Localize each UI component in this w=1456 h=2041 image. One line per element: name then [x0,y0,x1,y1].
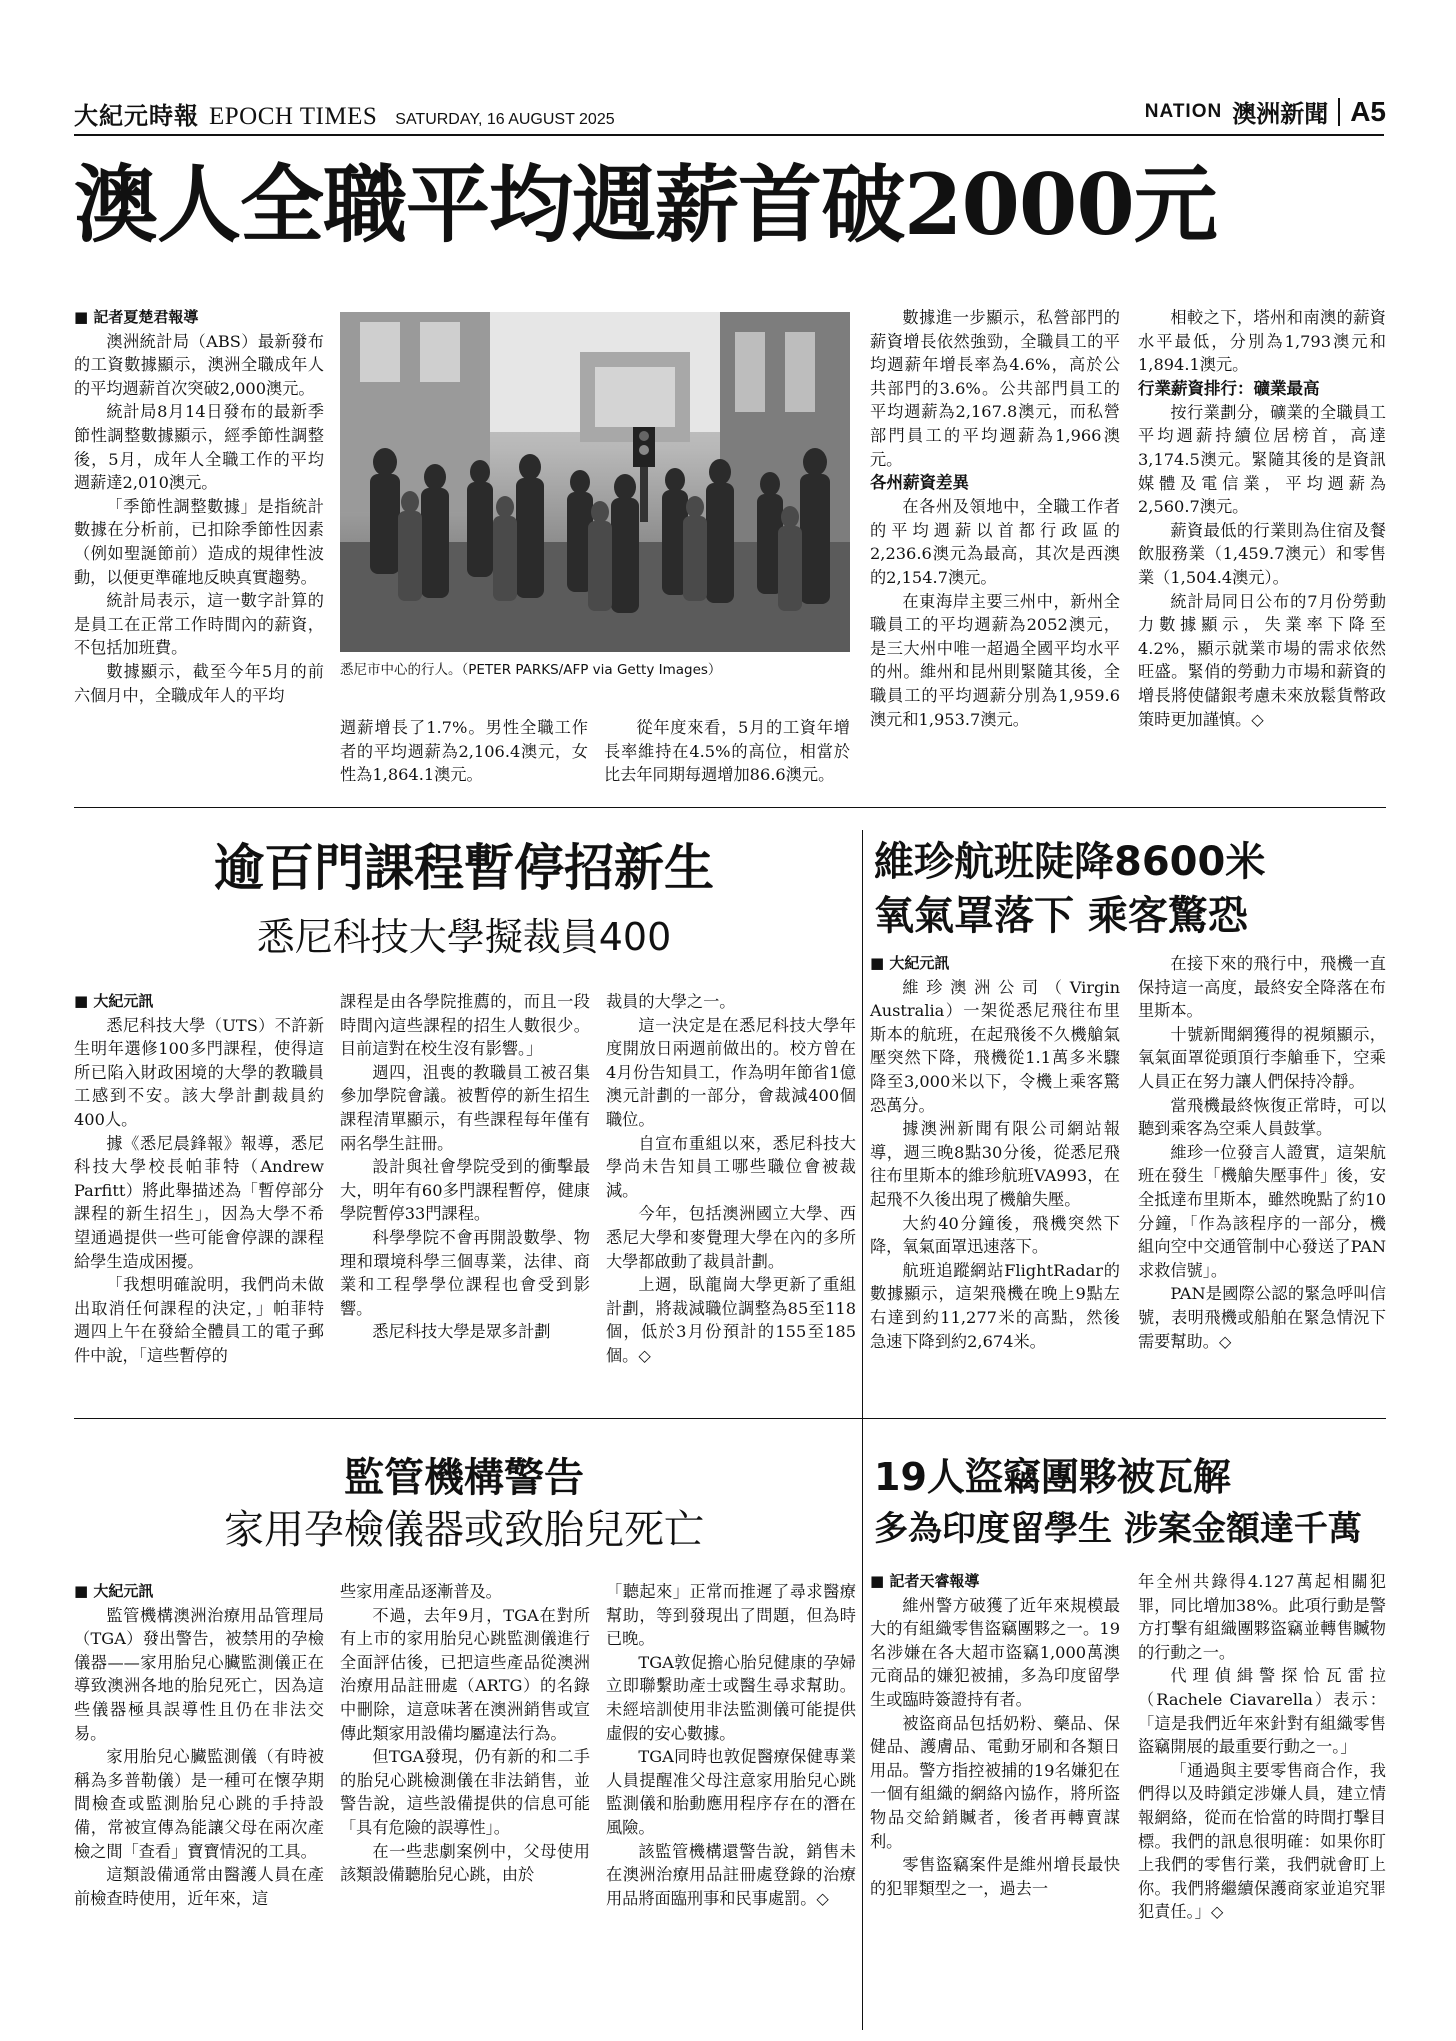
paragraph: 「季節性調整數據」是指統計數據在分析前，已扣除季節性因素（例如聖誕節前）造成的規律性波動，以便更準確地反映真實趨勢。 [74,496,324,587]
paragraph: 悉尼科技大學是眾多計劃 [372,1322,551,1342]
section-header [1145,94,1386,129]
paragraph: 數據進一步顯示，私營部門的薪資增長依然強勁，全職員工的平均週薪年增長率為4.6%，高於公共部門的3.6%。公共部門員工的平均週薪為2,167.8澳元，而私營部門員工的平均週薪為1,966澳元。 [870,308,1120,469]
section-name-english: NATION [1144,100,1223,122]
virgin-headline-line-2: 氧氣罩落下 乘客驚恐 [874,893,1248,939]
virgin-byline: ■ 大紀元訊 [870,952,1120,976]
paragraph: 「聽起來」正常而推遲了尋求醫療幫助，等到發現出了問題，但為時已晚。 [606,1582,856,1649]
paragraph: 統計局表示，這一數字計算的是員工在正常工作時間內的薪資，不包括加班費。 [74,591,324,658]
paragraph: 據《悉尼晨鋒報》報導，悉尼科技大學校長帕菲特（Andrew Parfitt）將此舉描述為「暫停部分課程的新生招生」，因為大學不希望通過提供一些可能會停課的課程給學生造成困擾。 [74,1133,324,1271]
paragraph: 在一些悲劇案例中，父母使用該類設備聽胎兒心跳，由於 [340,1841,590,1885]
uts-subheadline: 悉尼科技大學擬裁員400 [256,915,672,959]
paragraph: 薪資最低的行業則為住宿及餐飲服務業（1,459.7澳元）和零售業（1,504.4澳元）。 [1138,520,1386,587]
column-divider [862,1440,863,2030]
paragraph: 航班追蹤網站FlightRadar的數據顯示，這架飛機在晚上9點左右達到約11,277米的高點，然後急速下降到約2,674米。 [870,1260,1120,1351]
paragraph: 些家用產品逐漸普及。 [340,1582,502,1601]
section-rule [74,807,1386,808]
paragraph: 但TGA發現，仍有新的和二手的胎兒心跳檢測儀在非法銷售，並警告說，這些設備提供的信息可能「具有危險的誤導性」。 [340,1747,590,1837]
paragraph: 統計局8月14日發布的最新季節性調整數據顯示，經季節性調整後，5月，成年人全職工作的平均週薪達2,010澳元。 [74,402,324,493]
paragraph: 自宣布重組以來，悉尼科技大學尚未告知員工哪些職位會被裁減。 [606,1133,856,1200]
paragraph: 這類設備通常由醫護人員在產前檢查時使用，近年來，這 [74,1865,324,1908]
uts-column-3 [606,990,856,1368]
issue-date: SATURDAY, 16 AUGUST 2025 [395,111,615,128]
lead-column-5 [1138,306,1386,731]
uts-headline: 逾百門課程暫停招新生 [214,839,714,897]
paragraph: 今年，包括澳洲國立大學、西悉尼大學和麥覺理大學在內的多所大學都啟動了裁員計劃。 [606,1204,856,1271]
paragraph: 不過，去年9月，TGA在對所有上市的家用胎兒心跳監測儀進行全面評估後，已把這些產品從澳洲治療用品註冊處（ARTG）的名錄中刪除，這意味著在澳洲銷售或宣傳此類家用設備均屬違法行為。 [340,1605,590,1743]
paragraph: 零售盜竊案件是維州增長最快的犯罪類型之一，過去一 [870,1855,1120,1898]
paragraph: 該監管機構還警告說，銷售未在澳洲治療用品註冊處登錄的治療用品將面臨刑事和民事處罰。◇ [606,1841,856,1908]
theft-headline-line-2: 多為印度留學生 涉案金額達千萬 [874,1509,1362,1549]
uts-byline: ■ 大紀元訊 [74,990,324,1014]
paragraph: 被盜商品包括奶粉、藥品、保健品、護膚品、電動牙刷和各類日用品。警方指控被捕的19名嫌犯在一個有組織的網絡內協作，將所盜物品交給銷贓者，後者再轉賣謀利。 [870,1713,1120,1851]
lead-column-2 [340,716,588,787]
paragraph: 澳洲統計局（ABS）最新發布的工資數據顯示，澳洲全職成年人的平均週薪首次突破2,000澳元。 [74,331,324,398]
lead-column-4 [870,306,1120,731]
paragraph: 相較之下，塔州和南澳的薪資水平最低，分別為1,793澳元和1,894.1澳元。 [1138,308,1386,375]
lead-column-1 [74,306,324,707]
paragraph: 數據顯示，截至今年5月的前六個月中，全職成年人的平均 [74,661,324,705]
page-number: A5 [1350,95,1386,127]
paragraph: 悉尼科技大學（UTS）不許新生明年選修100多門課程，使得這所已陷入財政困境的大學的教職員工感到不安。該大學計劃裁員約400人。 [74,1015,324,1129]
paragraph: 維珍澳洲公司（Virgin Australia）一架從悉尼飛往布里斯本的航班，在起飛後不久機艙氣壓突然下降，飛機從1.1萬多米驟降至3,000米以下，令機上乘客驚恐萬分。 [870,977,1120,1115]
paragraph: 在各州及領地中，全職工作者的平均週薪以首都行政區的2,236.6澳元為最高，其次是西澳的2,154.7澳元。 [870,497,1120,587]
lead-column-3 [604,716,850,787]
uts-column-1 [74,990,324,1368]
section-name-chinese: 澳洲新聞 [1232,100,1329,128]
tga-byline: ■ 大紀元訊 [74,1580,324,1604]
paragraph: 統計局同日公布的7月份勞動力數據顯示，失業率下降至4.2%，顯示就業市場的需求依然旺盛。緊俏的勞動力市場和薪資的增長將使儲銀考慮未來放鬆貨幣政策時更加謹慎。◇ [1138,591,1386,729]
paragraph: TGA同時也敦促醫療保健專業人員提醒准父母注意家用胎兒心跳監測儀和胎動應用程序存在的潛在風險。 [606,1747,856,1837]
paragraph: 上週，臥龍崗大學更新了重組計劃，將裁減職位調整為85至118個，低於3月份預計的155至185個。◇ [606,1275,856,1365]
paragraph: 週四，沮喪的教職員工被召集參加學院會議。被暫停的新生招生課程清單顯示，有些課程每年僅有兩名學生註冊。 [340,1062,590,1153]
paragraph: 監管機構澳洲治療用品管理局（TGA）發出警告，被禁用的孕檢儀器——家用胎兒心臟監測儀正在導致澳洲各地的胎兒死亡，因為這些儀器極具誤導性且仍在非法交易。 [74,1605,324,1743]
paragraph: 「我想明確說明，我們尚未做出取消任何課程的決定，」帕菲特週四上午在發給全體員工的電子郵件中說，「這些暫停的 [74,1275,324,1365]
column-divider [862,830,863,1442]
subheading-state-wages: 各州薪資差異 [870,473,969,493]
paragraph: 週薪增長了1.7%。男性全職工作者的平均週薪為2,106.4澳元，女性為1,864.1澳元。 [340,718,588,785]
paragraph: 家用胎兒心臟監測儀（有時被稱為多普勒儀）是一種可在懷孕期間檢查或監測胎兒心跳的手持設備，常被宣傳為能讓父母在兩次產檢之間「查看」寶寶情況的工具。 [74,1747,324,1861]
paragraph: 十號新聞網獲得的視頻顯示，氧氣面罩從頭頂行李艙垂下，空乘人員正在努力讓人們保持冷靜。 [1138,1024,1386,1091]
paragraph: 代理偵緝警探恰瓦雷拉（Rachele Ciavarella）表示：「這是我們近年來針對有組織零售盜竊開展的最重要行動之一。」 [1138,1666,1386,1757]
virgin-column-2 [1138,952,1386,1353]
masthead [74,96,615,128]
tga-headline-line-1: 監管機構警告 [344,1455,584,1501]
paragraph: 維州警方破獲了近年來規模最大的有組織零售盜竊團夥之一。19名涉嫌在各大超市盜竊1,000萬澳元商品的嫌犯被捕，多為印度留學生或臨時簽證持有者。 [870,1595,1120,1709]
subheading-industry-wages: 行業薪資排行：礦業最高 [1138,378,1320,398]
paragraph: 裁員的大學之一。 [606,992,736,1011]
paragraph: 在接下來的飛行中，飛機一直保持這一高度，最終安全降落在布里斯本。 [1138,954,1386,1021]
tga-headline-line-2: 家用孕檢儀器或致胎兒死亡 [224,1507,704,1553]
news-photo-pedestrians [340,312,850,652]
tga-column-2 [340,1580,590,1887]
paragraph: 課程是由各學院推薦的，而且一段時間內這些課程的招生人數很少。目前這對在校生沒有影響。」 [340,992,590,1059]
theft-headline-line-1: 19人盜竊團夥被瓦解 [874,1455,1231,1499]
paragraph: 設計與社會學院受到的衝擊最大，明年有60多門課程暫停，健康學院暫停33門課程。 [340,1157,590,1224]
virgin-column-1 [870,952,1120,1353]
section-divider [1338,98,1340,126]
tga-column-1 [74,1580,324,1910]
paragraph: 從年度來看，5月的工資年增長率維持在4.5%的高位，相當於比去年同期每週增加86.6澳元。 [604,718,850,785]
logo-english: EPOCH TIMES [209,103,378,130]
logo-chinese: 大紀元時報 [74,101,199,130]
paragraph: PAN是國際公認的緊急呼叫信號，表明飛機或船舶在緊急情況下需要幫助。◇ [1138,1284,1386,1351]
lead-headline: 澳人全職平均週薪首破2000元 [74,155,1217,254]
paragraph: 據澳洲新聞有限公司網站報導，週三晚8點30分後，從悉尼飛往布里斯本的維珍航班VA993，在起飛不久後出現了機艙失壓。 [870,1119,1120,1209]
photo-caption: 悉尼市中心的行人。（PETER PARKS/AFP via Getty Images） [340,662,722,678]
paragraph: 大約40分鐘後，飛機突然下降，氧氣面罩迅速落下。 [870,1213,1120,1257]
theft-column-2 [1138,1570,1386,1924]
paragraph: 在東海岸主要三州中，新州全職員工的平均週薪為2052澳元，是三大州中唯一超過全國平均水平的州。維州和昆州則緊隨其後，全職員工的平均週薪分別為1,959.6澳元和1,953.7澳元。 [870,591,1120,729]
masthead-rule [74,134,1384,136]
uts-column-2 [340,990,590,1344]
paragraph: TGA敦促擔心胎兒健康的孕婦立即聯繫助產士或醫生尋求幫助。未經培訓使用非法監測儀可能提供虛假的安心數據。 [606,1652,856,1743]
lead-byline: ■ 記者夏楚君報導 [74,306,324,330]
paragraph: 「通過與主要零售商合作，我們得以及時鎖定涉嫌人員，建立情報網絡，從而在恰當的時間打擊目標。我們的訊息很明確：如果你盯上我們的零售行業，我們就會盯上你。我們將繼續保護商家並追究罪犯責任。」◇ [1138,1760,1386,1922]
theft-column-1 [870,1570,1120,1900]
paragraph: 當飛機最終恢復正常時，可以聽到乘客為空乘人員鼓掌。 [1138,1095,1386,1139]
virgin-headline-line-1: 維珍航班陡降8600米 [874,839,1266,885]
paragraph: 按行業劃分，礦業的全職員工平均週薪持續位居榜首，高達3,174.5澳元。緊隨其後的是資訊媒體及電信業，平均週薪為2,560.7澳元。 [1138,402,1386,517]
paragraph: 維珍一位發言人證實，這架航班在發生「機艙失壓事件」後，安全抵達布里斯本，雖然晚點了約10分鐘，「作為該程序的一部分，機組向空中交通管制中心發送了PAN求救信號」。 [1138,1142,1386,1280]
paragraph: 年全州共錄得4.127萬起相關犯罪，同比增加38%。此項行動是警方打擊有組織團夥盜竊並轉售贓物的行動之一。 [1138,1572,1386,1662]
paragraph: 科學學院不會再開設數學、物理和環境科學三個專業，法律、商業和工程學學位課程也會受到影響。 [340,1227,590,1318]
street-crowd-illustration [340,312,850,652]
section-rule [74,1418,1386,1419]
theft-byline: ■ 記者天睿報導 [870,1570,1120,1594]
tga-column-3 [606,1580,856,1910]
paragraph: 這一決定是在悉尼科技大學年度開放日兩週前做出的。校方曾在4月份告知員工，作為明年節省1億澳元計劃的一部分，會裁減400個職位。 [606,1015,856,1129]
